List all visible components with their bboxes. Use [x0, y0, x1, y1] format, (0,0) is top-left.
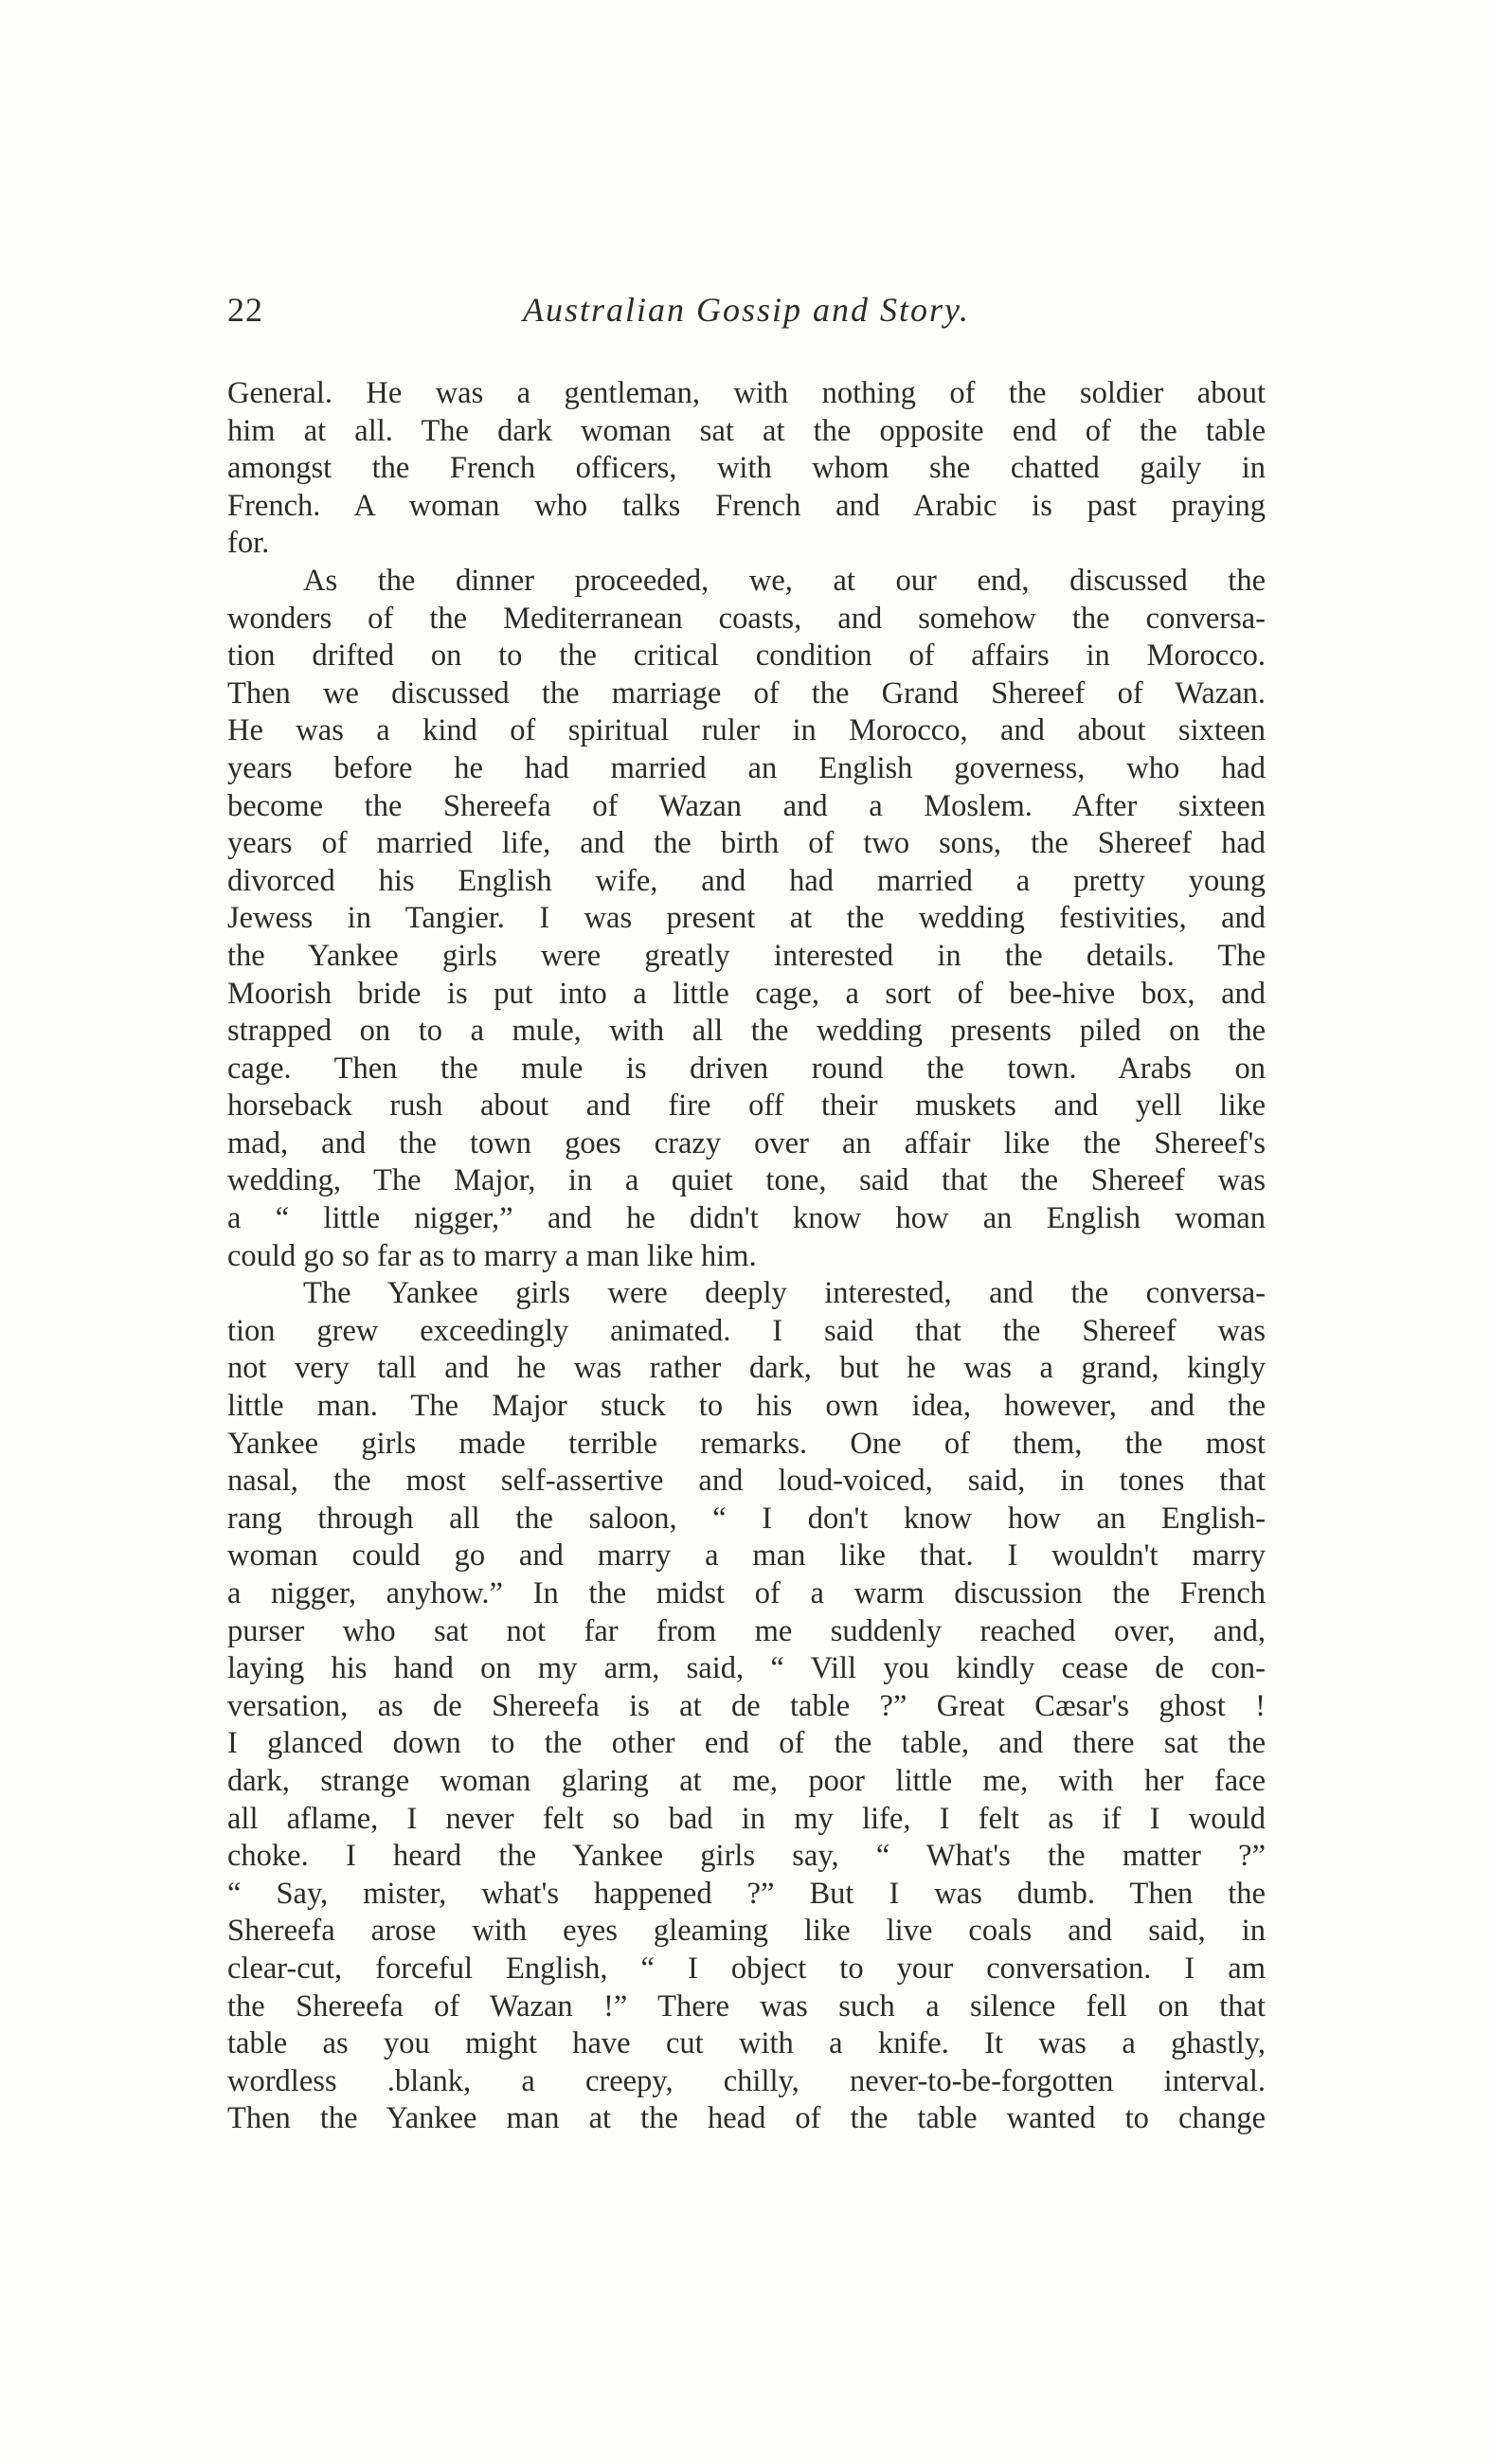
text-line: all aflame, I never felt so bad in my life, I felt as if I would — [227, 1801, 1266, 1836]
text-line: could go so far as to marry a man like him. — [227, 1238, 757, 1273]
text-line: He was a kind of spiritual ruler in Morocco, and about sixteen — [227, 713, 1266, 748]
page-number: 22 — [227, 291, 263, 329]
text-line: him at all. The dark woman sat at the opposite end of the table — [227, 413, 1266, 448]
text-line: Then the Yankee man at the head of the table wanted to change — [227, 2101, 1266, 2136]
text-line: Jewess in Tangier. I was present at the wedding festivities, and — [227, 901, 1266, 936]
text-line: divorced his English wife, and had married a pretty young — [227, 863, 1266, 898]
text-line: mad, and the town goes crazy over an affair like the Shereef's — [227, 1125, 1266, 1160]
text-line: laying his hand on my arm, said, “ Vill you kindly cease de con- — [227, 1651, 1266, 1686]
text-line: purser who sat not far from me suddenly reached over, and, — [227, 1613, 1266, 1648]
text-line: The Yankee girls were deeply interested, and the conversa- — [303, 1276, 1266, 1311]
text-line: become the Shereefa of Wazan and a Moslem. After sixteen — [227, 788, 1266, 823]
text-line: wedding, The Major, in a quiet tone, said that the Shereef was — [227, 1163, 1266, 1198]
text-line: the Yankee girls were greatly interested in the details. The — [227, 938, 1266, 973]
text-line: woman could go and marry a man like that. I wouldn't marry — [227, 1538, 1266, 1574]
running-title: Australian Gossip and Story. — [522, 291, 971, 329]
text-line: a nigger, anyhow.” In the midst of a warm discussion the French — [227, 1576, 1266, 1610]
text-line: Shereefa arose with eyes gleaming like live coals and said, in — [227, 1914, 1266, 1949]
text-line: for. — [227, 526, 270, 561]
text-line: amongst the French officers, with whom she chatted gaily in — [227, 451, 1266, 486]
text-line: French. A woman who talks French and Arabic is past praying — [227, 488, 1266, 523]
text-line: a “ little nigger,” and he didn't know how an English woman — [227, 1201, 1266, 1236]
text-line: clear-cut, forceful English, “ I object to your conversation. I am — [227, 1951, 1266, 1986]
body-text — [227, 375, 1266, 2138]
text-line: choke. I heard the Yankee girls say, “ What's the matter ?” — [227, 1839, 1266, 1874]
text-line: Then we discussed the marriage of the Grand Shereef of Wazan. — [227, 675, 1266, 710]
text-line: cage. Then the mule is driven round the town. Arabs on — [227, 1051, 1266, 1086]
text-line: Yankee girls made terrible remarks. One of them, the most — [227, 1426, 1266, 1461]
text-line: years of married life, and the birth of two sons, the Shereef had — [227, 826, 1266, 861]
text-line: years before he had married an English governess, who had — [227, 750, 1266, 785]
text-line: rang through all the saloon, “ I don't know how an English- — [227, 1501, 1266, 1536]
text-line: not very tall and he was rather dark, but he was a grand, kingly — [227, 1351, 1266, 1386]
text-line: tion drifted on to the critical condition of affairs in Morocco. — [227, 638, 1266, 674]
text-line: tion grew exceedingly animated. I said that the Shereef was — [227, 1313, 1266, 1348]
text-line: Moorish bride is put into a little cage, a sort of bee-hive box, and — [227, 976, 1266, 1011]
text-line: horseback rush about and fire off their muskets and yell like — [227, 1088, 1266, 1124]
text-line: “ Say, mister, what's happened ?” But I was dumb. Then the — [227, 1876, 1266, 1911]
text-line: wordless .blank, a creepy, chilly, never-to-be-forgotten interval. — [227, 2063, 1266, 2098]
text-line: wonders of the Mediterranean coasts, and somehow the conversa- — [227, 601, 1266, 636]
text-line: As the dinner proceeded, we, at our end, discussed the — [303, 563, 1266, 598]
text-line: versation, as de Shereefa is at de table ?” Great Cæsar's ghost ! — [227, 1688, 1266, 1723]
page-header — [227, 290, 1266, 347]
text-line: nasal, the most self-assertive and loud-voiced, said, in tones that — [227, 1464, 1266, 1499]
text-line: strapped on to a mule, with all the wedding presents piled on the — [227, 1014, 1266, 1049]
text-line: General. He was a gentleman, with nothing of the soldier about — [227, 376, 1266, 410]
text-line: table as you might have cut with a knife. It was a ghastly, — [227, 2026, 1266, 2061]
text-line: I glanced down to the other end of the table, and there sat the — [227, 1726, 1266, 1761]
text-line: little man. The Major stuck to his own idea, however, and the — [227, 1389, 1266, 1424]
text-line: dark, strange woman glaring at me, poor little me, with her face — [227, 1763, 1266, 1798]
text-line: the Shereefa of Wazan !” There was such a silence fell on that — [227, 1988, 1266, 2023]
